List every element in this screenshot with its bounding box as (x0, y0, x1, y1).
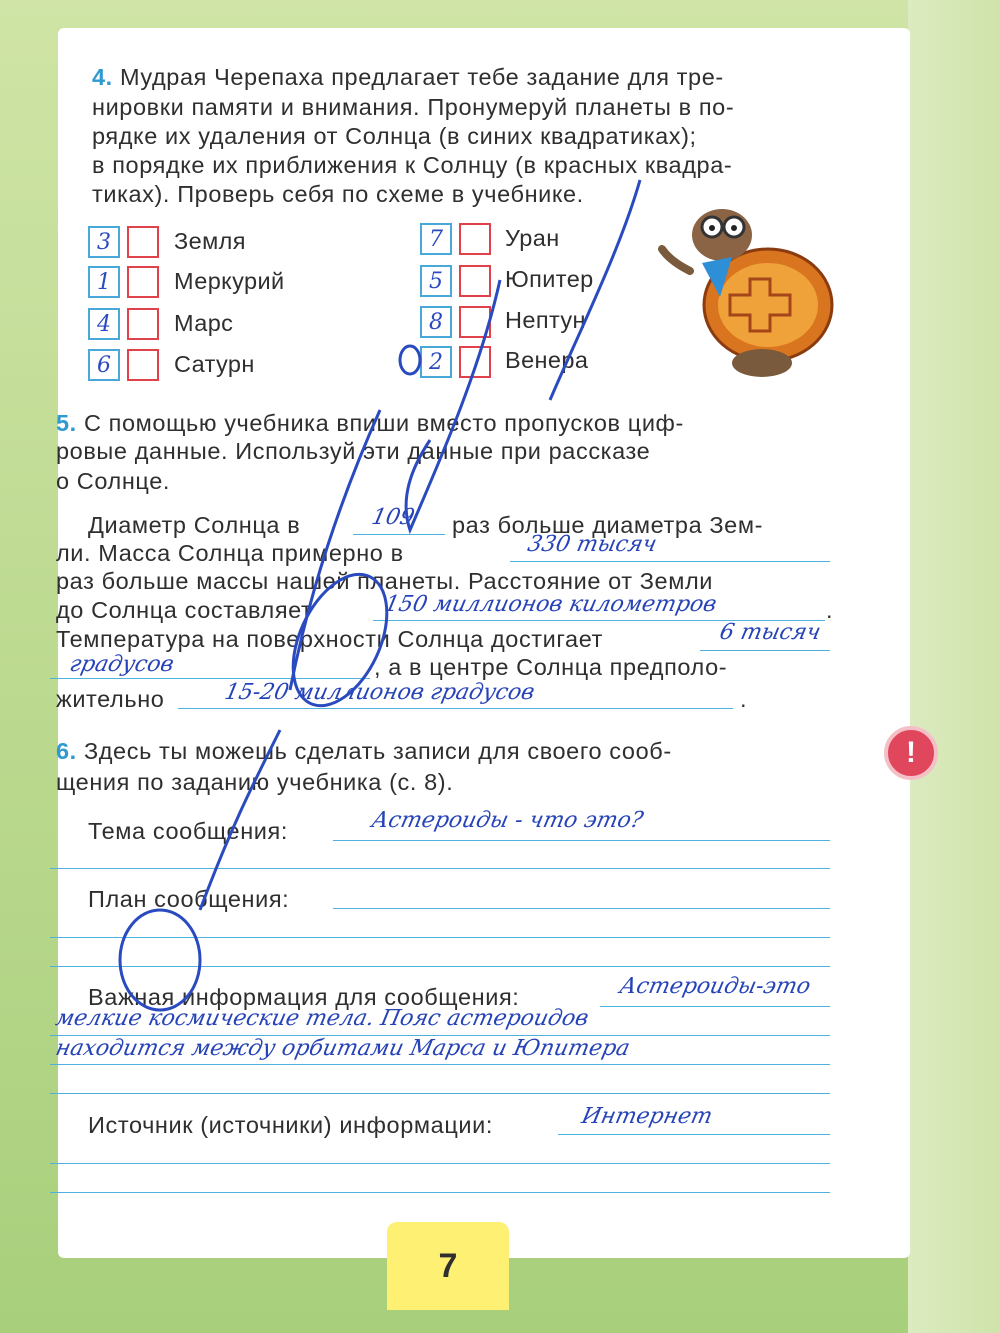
planet-name: Уран (505, 225, 560, 251)
planet-name: Венера (505, 347, 589, 373)
task6-number: 6. (56, 738, 77, 764)
answer-temp-units[interactable]: градусов (67, 652, 177, 677)
fill-line (50, 1093, 830, 1094)
page-number: 7 (387, 1222, 509, 1310)
blue-box[interactable]: 1 (88, 266, 120, 298)
presumably-label: жительно (56, 686, 165, 712)
planet-name: Марс (174, 310, 234, 336)
task5-line-2: ровые данные. Используй эти данные при рассказе (56, 438, 651, 464)
planet-name: Меркурий (174, 268, 285, 294)
task5-line-3: о Солнце. (56, 468, 171, 494)
fill-line (558, 1134, 830, 1135)
topic-answer[interactable]: Астероиды - что это? (369, 808, 646, 833)
blue-box[interactable]: 3 (88, 226, 120, 258)
task5-line-1: 5. С помощью учебника впиши вместо пропусков циф- (56, 410, 684, 436)
sun-diameter-b: раз больше диаметра Зем- (452, 512, 764, 538)
blue-box[interactable]: 7 (420, 223, 452, 255)
task4-number: 4. (92, 64, 113, 90)
sun-diameter-a: Диаметр Солнца в (88, 512, 301, 538)
answer-distance[interactable]: 150 миллионов километров (382, 592, 719, 617)
planet-name: Сатурн (174, 351, 255, 377)
task5-line-mass-2: раз больше массы нашей планеты. Расстояние от Земли (56, 568, 714, 594)
answer-center[interactable]: 15-20 миллионов градусов (222, 680, 537, 705)
task4-line-3: рядке их удаления от Солнца (в синих квадратиках); (92, 123, 697, 149)
fill-line (700, 650, 830, 651)
period: . (826, 597, 834, 623)
planet-name: Земля (174, 228, 246, 254)
task4-line-2: нировки памяти и внимания. Пронумеруй планеты в по- (92, 94, 735, 120)
info-answer-1[interactable]: Астероиды-это (617, 974, 813, 999)
answer-mass[interactable]: 330 тысяч (525, 532, 660, 557)
blue-box[interactable]: 2 (420, 346, 452, 378)
task6-line-2: щения по заданию учебника (с. 8). (56, 769, 454, 795)
source-answer[interactable]: Интернет (579, 1104, 715, 1129)
distance-label: до Солнца составляет (56, 597, 313, 623)
task4-line-4: в порядке их приближения к Солнцу (в красных квадра- (92, 152, 733, 178)
handwritten-scribble (80, 170, 700, 1030)
fill-line (50, 1163, 830, 1164)
period: . (740, 686, 748, 712)
source-label: Источник (источники) информации: (88, 1112, 493, 1138)
answer-temp[interactable]: 6 тысяч (717, 620, 824, 645)
fill-line (50, 1064, 830, 1065)
fill-line (50, 1192, 830, 1193)
sun-mass: ли. Масса Солнца примерно в (56, 540, 404, 566)
topic-label: Тема сообщения: (88, 818, 288, 844)
task4-line-1: 4. Мудрая Черепаха предлагает тебе задание для тре- (92, 64, 724, 90)
attention-badge: ! (884, 726, 938, 780)
temperature-label: Температура на поверхности Солнца достигает (56, 626, 603, 652)
blue-box[interactable]: 6 (88, 349, 120, 381)
center-label: , а в центре Солнца предполо- (374, 654, 728, 680)
task5-number: 5. (56, 410, 77, 436)
info-answer-2[interactable]: мелкие космические тела. Пояс астероидов (53, 1006, 591, 1031)
planet-name: Юпитер (505, 266, 594, 292)
task4-line-5: тиках). Проверь себя по схеме в учебнике. (92, 181, 584, 207)
blue-box[interactable]: 5 (420, 265, 452, 297)
blue-box[interactable]: 8 (420, 306, 452, 338)
blue-box[interactable]: 4 (88, 308, 120, 340)
info-answer-3[interactable]: находится между орбитами Марса и Юпитера (53, 1036, 633, 1061)
plan-label: План сообщения: (88, 886, 290, 912)
answer-diameter[interactable]: 109 (369, 505, 417, 530)
page-edge (908, 0, 1000, 1333)
info-label: Важная информация для сообщения: (88, 984, 520, 1010)
task6-line-1: 6. Здесь ты можешь сделать записи для своего сооб- (56, 738, 672, 764)
planet-name: Нептун (505, 307, 586, 333)
